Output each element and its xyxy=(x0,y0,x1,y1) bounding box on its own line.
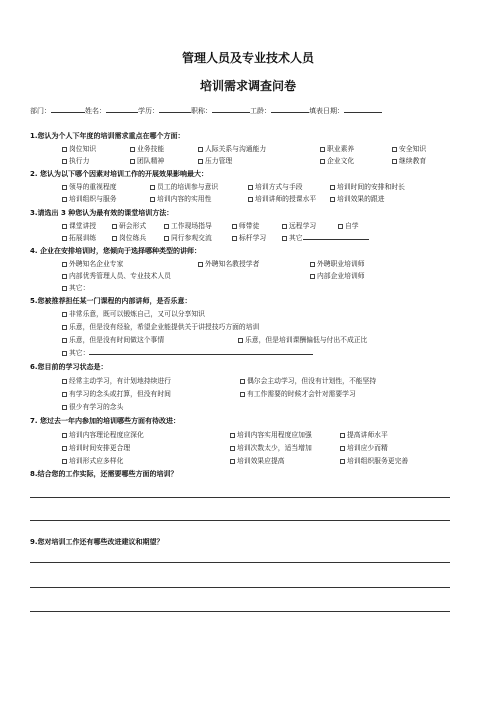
option-label: 外聘知名企业专家 xyxy=(69,260,124,268)
checkbox-icon xyxy=(232,236,237,241)
checkbox-icon xyxy=(392,159,397,164)
checkbox-icon xyxy=(130,147,135,152)
option-label: 培训内容理论程度应深化 xyxy=(69,431,144,439)
checkbox-icon xyxy=(164,236,169,241)
question-9: 9.您对培训工作还有哪些改进建议和期望？ xyxy=(30,538,164,546)
checkbox-icon xyxy=(232,224,237,229)
checkbox-icon xyxy=(248,197,253,202)
checkbox-icon xyxy=(320,147,325,152)
option-checkbox[interactable] xyxy=(330,181,405,191)
option-label: 压力管理 xyxy=(205,157,233,165)
option-checkbox[interactable] xyxy=(230,455,285,465)
option-label: 培训讲师的授课水平 xyxy=(255,195,317,203)
option-label: 外聘知名教授学者 xyxy=(205,260,260,268)
checkbox-icon xyxy=(62,274,67,279)
option-checkbox[interactable] xyxy=(62,321,259,331)
option-checkbox[interactable] xyxy=(164,220,212,230)
checkbox-icon xyxy=(282,236,287,241)
option-label: 外聘职业培训师 xyxy=(317,260,365,268)
option-checkbox[interactable] xyxy=(62,442,130,452)
answer-line[interactable] xyxy=(30,520,450,521)
option-checkbox[interactable] xyxy=(112,232,146,242)
checkbox-icon xyxy=(198,159,203,164)
checkbox-icon xyxy=(62,147,67,152)
option-label: 培训次数太少，适当增加 xyxy=(237,444,312,452)
checkbox-icon xyxy=(112,236,117,241)
checkbox-icon xyxy=(240,392,245,397)
checkbox-icon xyxy=(150,197,155,202)
option-checkbox[interactable] xyxy=(130,155,164,165)
option-label: 研会形式 xyxy=(119,222,147,230)
checkbox-icon xyxy=(62,379,67,384)
checkbox-icon xyxy=(62,433,67,438)
option-label: 课堂讲授 xyxy=(69,222,97,230)
option-label: 培训组织服务更完善 xyxy=(347,457,409,465)
option-label: 培训效果应提高 xyxy=(237,457,285,465)
option-checkbox-other[interactable] xyxy=(62,282,89,292)
option-label: 继续教育 xyxy=(399,157,427,165)
option-checkbox[interactable] xyxy=(150,181,218,191)
option-checkbox[interactable] xyxy=(232,232,266,242)
checkbox-icon xyxy=(310,274,315,279)
checkbox-icon xyxy=(130,159,135,164)
option-checkbox[interactable] xyxy=(248,193,316,203)
option-label: 职业素养 xyxy=(327,145,355,153)
option-label: 有工作需要的时候才会针对需要学习 xyxy=(247,390,356,398)
name-field[interactable] xyxy=(106,106,138,113)
option-label: 岗位知识 xyxy=(69,145,97,153)
option-checkbox[interactable] xyxy=(62,375,171,385)
option-label: 培训方式与手段 xyxy=(255,183,303,191)
option-checkbox[interactable] xyxy=(164,232,212,242)
option-checkbox[interactable] xyxy=(230,429,312,439)
checkbox-icon xyxy=(62,197,67,202)
option-label: 培训时间安排更合理 xyxy=(69,444,131,452)
checkbox-icon xyxy=(62,262,67,267)
question-5: 5.您被推荐担任某一门课程的内部讲师，是否乐意： xyxy=(30,297,192,305)
option-label: 安全知识 xyxy=(399,145,427,153)
checkbox-icon xyxy=(112,224,117,229)
option-label: 培训应少而精 xyxy=(347,444,388,452)
job-title-label: 职称： xyxy=(191,107,212,115)
name-label: 姓名： xyxy=(85,107,106,115)
option-label: 执行力 xyxy=(69,157,90,165)
checkbox-icon xyxy=(392,147,397,152)
checkbox-icon xyxy=(62,325,67,330)
option-label: 培训内容的实用性 xyxy=(157,195,212,203)
checkbox-icon xyxy=(62,286,67,291)
option-checkbox[interactable] xyxy=(338,220,359,230)
option-label: 内部优秀管理人员、专业技术人员 xyxy=(69,272,171,280)
option-label: 提高讲师水平 xyxy=(347,431,388,439)
option-checkbox[interactable] xyxy=(62,388,171,398)
question-1: 1.您认为个人下年度的培训需求重点在哪个方面： xyxy=(30,132,185,140)
option-checkbox[interactable] xyxy=(310,258,365,268)
option-label: 培训效果的跟进 xyxy=(337,195,385,203)
checkbox-icon xyxy=(340,459,345,464)
option-label: 其它： xyxy=(69,284,90,292)
option-checkbox[interactable] xyxy=(62,143,96,153)
option-checkbox[interactable] xyxy=(62,270,171,280)
checkbox-icon xyxy=(62,236,67,241)
option-checkbox[interactable] xyxy=(340,442,388,452)
education-field[interactable] xyxy=(159,106,191,113)
option-label: 拓展训练 xyxy=(69,234,97,242)
option-checkbox[interactable] xyxy=(62,334,164,344)
answer-line[interactable] xyxy=(30,562,450,563)
option-checkbox[interactable] xyxy=(320,155,354,165)
option-checkbox[interactable] xyxy=(130,143,164,153)
question-8: 8.结合您的工作实际，还需要哪些方面的培训？ xyxy=(30,470,178,478)
checkbox-icon xyxy=(230,433,235,438)
option-checkbox[interactable] xyxy=(240,388,356,398)
option-label: 岗位练兵 xyxy=(119,234,147,242)
option-checkbox[interactable] xyxy=(330,193,385,203)
fill-date-label: 填表日期： xyxy=(309,107,344,115)
checkbox-icon xyxy=(62,185,67,190)
checkbox-icon xyxy=(230,459,235,464)
option-checkbox[interactable] xyxy=(198,258,259,268)
question-4: 4. 企业在安排培训时，您倾向于选择哪种类型的讲师： xyxy=(30,247,201,255)
other-fill-blank[interactable] xyxy=(303,233,369,240)
option-checkbox[interactable] xyxy=(112,220,146,230)
option-checkbox[interactable] xyxy=(282,220,316,230)
option-label: 很少有学习的念头 xyxy=(69,403,124,411)
option-label: 师带徒 xyxy=(239,222,260,230)
option-checkbox[interactable] xyxy=(62,429,144,439)
checkbox-icon xyxy=(62,312,67,317)
question-6: 6.您目前的学习状态是： xyxy=(30,363,108,371)
option-label: 其它： xyxy=(69,349,90,357)
checkbox-icon xyxy=(62,392,67,397)
option-checkbox[interactable] xyxy=(198,143,266,153)
checkbox-icon xyxy=(62,405,67,410)
job-title-field[interactable] xyxy=(212,106,250,113)
answer-line[interactable] xyxy=(30,497,450,498)
option-checkbox[interactable] xyxy=(392,155,426,165)
option-checkbox[interactable] xyxy=(248,181,303,191)
document-title: 管理人员及专业技术人员 xyxy=(181,51,314,65)
option-label: 员工的培训参与意识 xyxy=(157,183,219,191)
fill-date-field[interactable] xyxy=(344,106,382,113)
option-checkbox[interactable] xyxy=(62,455,123,465)
option-checkbox[interactable] xyxy=(198,155,232,165)
option-checkbox[interactable] xyxy=(320,143,354,153)
option-label: 业务技能 xyxy=(137,145,165,153)
option-label: 内部企业培训师 xyxy=(317,272,365,280)
answer-line[interactable] xyxy=(30,611,450,612)
option-label: 培训时间的安排和时长 xyxy=(337,183,405,191)
option-label: 工作现场指导 xyxy=(171,222,212,230)
option-checkbox[interactable] xyxy=(150,193,211,203)
respondent-info-row xyxy=(30,106,470,116)
option-label: 人际关系与沟通能力 xyxy=(205,145,267,153)
document-subtitle: 培训需求调查问卷 xyxy=(199,79,296,93)
option-checkbox-other[interactable] xyxy=(62,347,313,357)
checkbox-icon xyxy=(310,262,315,267)
checkbox-icon xyxy=(150,185,155,190)
option-checkbox[interactable] xyxy=(62,401,123,411)
option-checkbox[interactable] xyxy=(62,258,123,268)
option-checkbox[interactable] xyxy=(232,220,259,230)
option-label: 经常主动学习，有计划地持续进行 xyxy=(69,377,171,385)
checkbox-icon xyxy=(230,446,235,451)
option-checkbox[interactable] xyxy=(238,334,367,344)
option-checkbox[interactable] xyxy=(340,455,408,465)
checkbox-icon xyxy=(164,224,169,229)
option-checkbox[interactable] xyxy=(62,232,96,242)
checkbox-icon xyxy=(330,185,335,190)
option-checkbox[interactable] xyxy=(62,193,117,203)
option-checkbox[interactable] xyxy=(62,220,96,230)
option-checkbox-other[interactable] xyxy=(282,232,369,242)
option-label: 培训形式应多样化 xyxy=(69,457,124,465)
checkbox-icon xyxy=(62,159,67,164)
question-7: 7. 您过去一年内参加的培训哪些方面有待改进： xyxy=(30,417,180,425)
department-label: 部门： xyxy=(30,107,51,115)
checkbox-icon xyxy=(340,433,345,438)
checkbox-icon xyxy=(330,197,335,202)
checkbox-icon xyxy=(320,159,325,164)
seniority-field[interactable] xyxy=(271,106,309,113)
checkbox-icon xyxy=(62,338,67,343)
option-label: 培训组织与服务 xyxy=(69,195,117,203)
seniority-label: 工龄： xyxy=(250,107,271,115)
option-label: 乐意，但是没有时间做这个事情 xyxy=(69,336,165,344)
option-checkbox[interactable] xyxy=(392,143,426,153)
option-label: 乐意，但是没有经验，希望企业能提供关于讲授技巧方面的培训 xyxy=(69,323,260,331)
question-3: 3.请选出 3 种您认为最有效的课堂培训方法： xyxy=(30,209,174,217)
option-checkbox[interactable] xyxy=(62,181,117,191)
option-label: 培训内容实用程度应加强 xyxy=(237,431,312,439)
answer-line[interactable] xyxy=(30,587,450,588)
checkbox-icon xyxy=(282,224,287,229)
checkbox-icon xyxy=(62,224,67,229)
option-label: 有学习的念头或打算，但没有时间 xyxy=(69,390,171,398)
option-checkbox[interactable] xyxy=(340,429,388,439)
checkbox-icon xyxy=(248,185,253,190)
option-checkbox[interactable] xyxy=(310,270,365,280)
checkbox-icon xyxy=(238,338,243,343)
checkbox-icon xyxy=(340,446,345,451)
option-label: 偶尔会主动学习，但没有计划性，不能坚持 xyxy=(247,377,377,385)
option-label: 企业文化 xyxy=(327,157,355,165)
option-label: 乐意，但是培训课酬偏低与付出不成正比 xyxy=(245,336,368,344)
option-checkbox[interactable] xyxy=(62,308,205,318)
checkbox-icon xyxy=(338,224,343,229)
question-2: 2. 您认为以下哪个因素对培训工作的开展效果影响最大： xyxy=(30,170,208,178)
option-label: 团队精神 xyxy=(137,157,165,165)
option-label: 非常乐意，既可以锻炼自己，又可以分享知识 xyxy=(69,310,205,318)
education-label: 学历： xyxy=(138,107,159,115)
option-label: 同行参观交流 xyxy=(171,234,212,242)
checkbox-icon xyxy=(62,459,67,464)
option-label: 领导的重视程度 xyxy=(69,183,117,191)
checkbox-icon xyxy=(62,446,67,451)
checkbox-icon xyxy=(198,147,203,152)
option-checkbox[interactable] xyxy=(62,155,89,165)
checkbox-icon xyxy=(62,351,67,356)
option-checkbox[interactable] xyxy=(230,442,312,452)
checkbox-icon xyxy=(198,262,203,267)
option-label: 远程学习 xyxy=(289,222,317,230)
option-label: 标杆学习 xyxy=(239,234,267,242)
option-label: 其它 xyxy=(289,234,303,242)
option-label: 自学 xyxy=(345,222,359,230)
option-checkbox[interactable] xyxy=(240,375,376,385)
department-field[interactable] xyxy=(51,106,85,113)
checkbox-icon xyxy=(240,379,245,384)
other-fill-blank[interactable] xyxy=(89,348,313,355)
